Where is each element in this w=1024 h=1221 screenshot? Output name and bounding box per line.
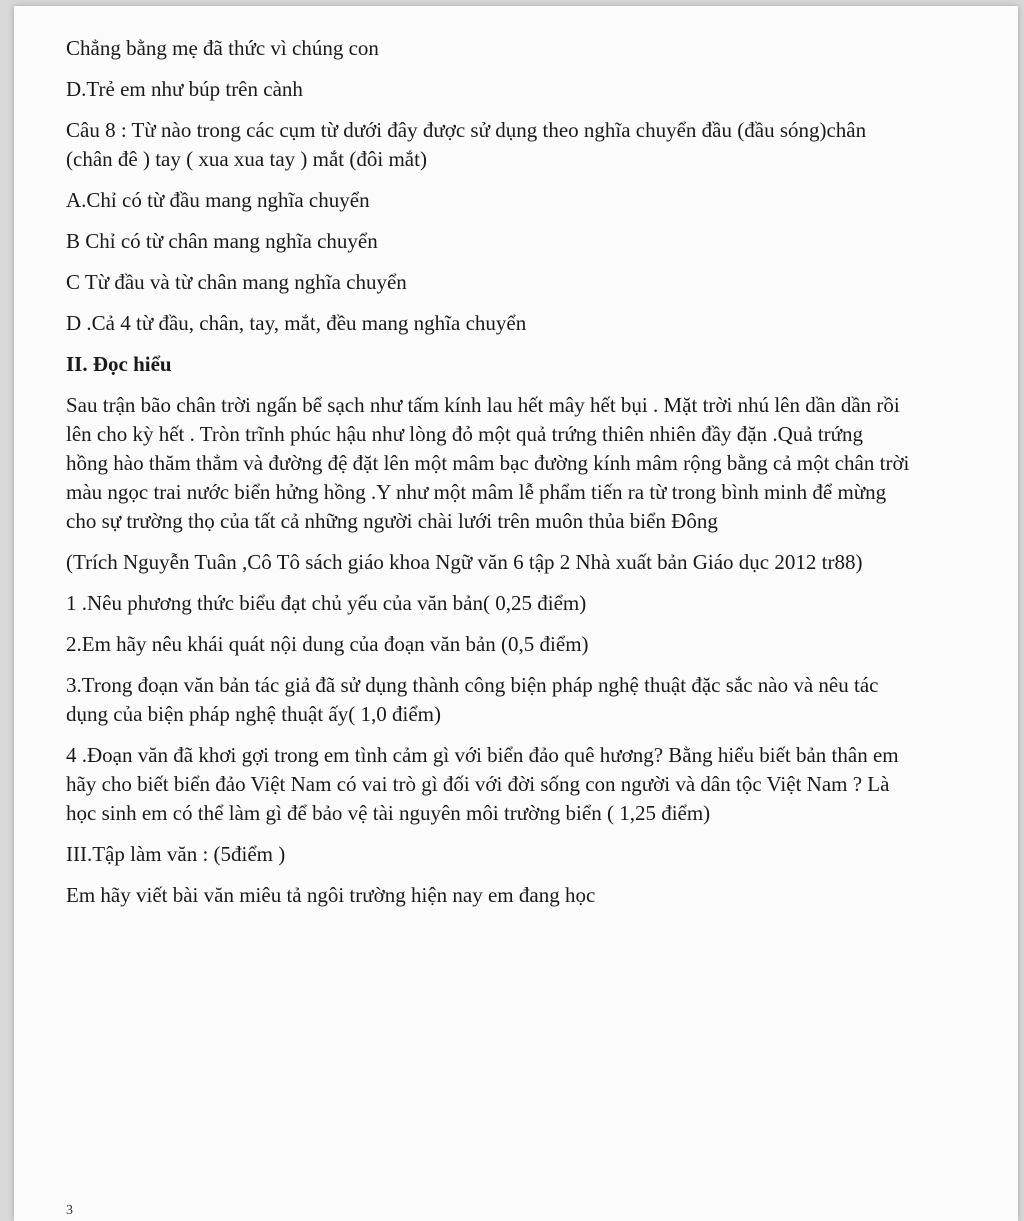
option-c: C Từ đầu và từ chân mang nghĩa chuyển — [66, 270, 407, 294]
question-3-line: 3.Trong đoạn văn bản tác giả đã sử dụng thành công biện pháp nghệ thuật đặc sắc nào và nêu tác — [66, 673, 879, 697]
option-d: D .Cả 4 từ đầu, chân, tay, mắt, đều mang nghĩa chuyển — [66, 311, 527, 335]
question-4-line: học sinh em có thể làm gì để bảo vệ tài nguyên môi trường biển ( 1,25 điểm) — [66, 801, 711, 825]
section-2-heading: II. Đọc hiểu — [66, 352, 172, 376]
question-8-line: (chân đê ) tay ( xua xua tay ) mắt (đôi mắt) — [66, 147, 427, 171]
passage-line: lên cho kỳ hết . Tròn trĩnh phúc hậu như lòng đỏ một quả trứng thiên nhiên đầy đặn .Quả trứng — [66, 422, 864, 446]
passage-line: cho sự trường thọ của tất cả những người chài lưới trên muôn thủa biển Đông — [66, 509, 718, 533]
section-3-heading: III.Tập làm văn : (5điểm ) — [66, 842, 286, 866]
option-a: A.Chỉ có từ đầu mang nghĩa chuyển — [66, 188, 370, 212]
passage-line: Sau trận bão chân trời ngấn bể sạch như tấm kính lau hết mây hết bụi . Mặt trời nhú lên dần dần rồi — [66, 393, 900, 417]
question-4-line: hãy cho biết biển đảo Việt Nam có vai trò gì đối với đời sống con người và dân tộc Việt Nam ? Là — [66, 772, 890, 796]
question-2: 2.Em hãy nêu khái quát nội dung của đoạn văn bản (0,5 điểm) — [66, 632, 589, 656]
question-3-line: dụng của biện pháp nghệ thuật ấy( 1,0 điểm) — [66, 702, 441, 726]
passage-line: màu ngọc trai nước biển hửng hồng .Y như một mâm lễ phẩm tiến ra từ trong bình minh để mừng — [66, 480, 887, 504]
question-4-line: 4 .Đoạn văn đã khơi gợi trong em tình cảm gì với biển đảo quê hương? Bằng hiểu biết bản thân em — [66, 743, 899, 767]
reading-passage — [66, 391, 996, 536]
essay-prompt: Em hãy viết bài văn miêu tả ngôi trường hiện nay em đang học — [66, 883, 596, 907]
document-content — [66, 34, 996, 922]
text-line: Chẳng bằng mẹ đã thức vì chúng con — [66, 36, 379, 60]
text-line: D.Trẻ em như búp trên cành — [66, 77, 303, 101]
citation: (Trích Nguyễn Tuân ,Cô Tô sách giáo khoa Ngữ văn 6 tập 2 Nhà xuất bản Giáo dục 2012 tr88) — [66, 550, 863, 574]
page-number: 3 — [66, 1203, 73, 1218]
question-8-line: Câu 8 : Từ nào trong các cụm từ dưới đây được sử dụng theo nghĩa chuyển đầu (đầu sóng)chân — [66, 118, 867, 142]
document-page — [14, 6, 1018, 1221]
question-3 — [66, 671, 996, 729]
question-4 — [66, 741, 996, 828]
option-b: B Chỉ có từ chân mang nghĩa chuyển — [66, 229, 378, 253]
question-1: 1 .Nêu phương thức biểu đạt chủ yếu của văn bản( 0,25 điểm) — [66, 591, 587, 615]
question-8 — [66, 116, 996, 174]
passage-line: hồng hào thăm thẳm và đường đệ đặt lên một mâm bạc đường kính mâm rộng bằng cả một chân trời — [66, 451, 910, 475]
